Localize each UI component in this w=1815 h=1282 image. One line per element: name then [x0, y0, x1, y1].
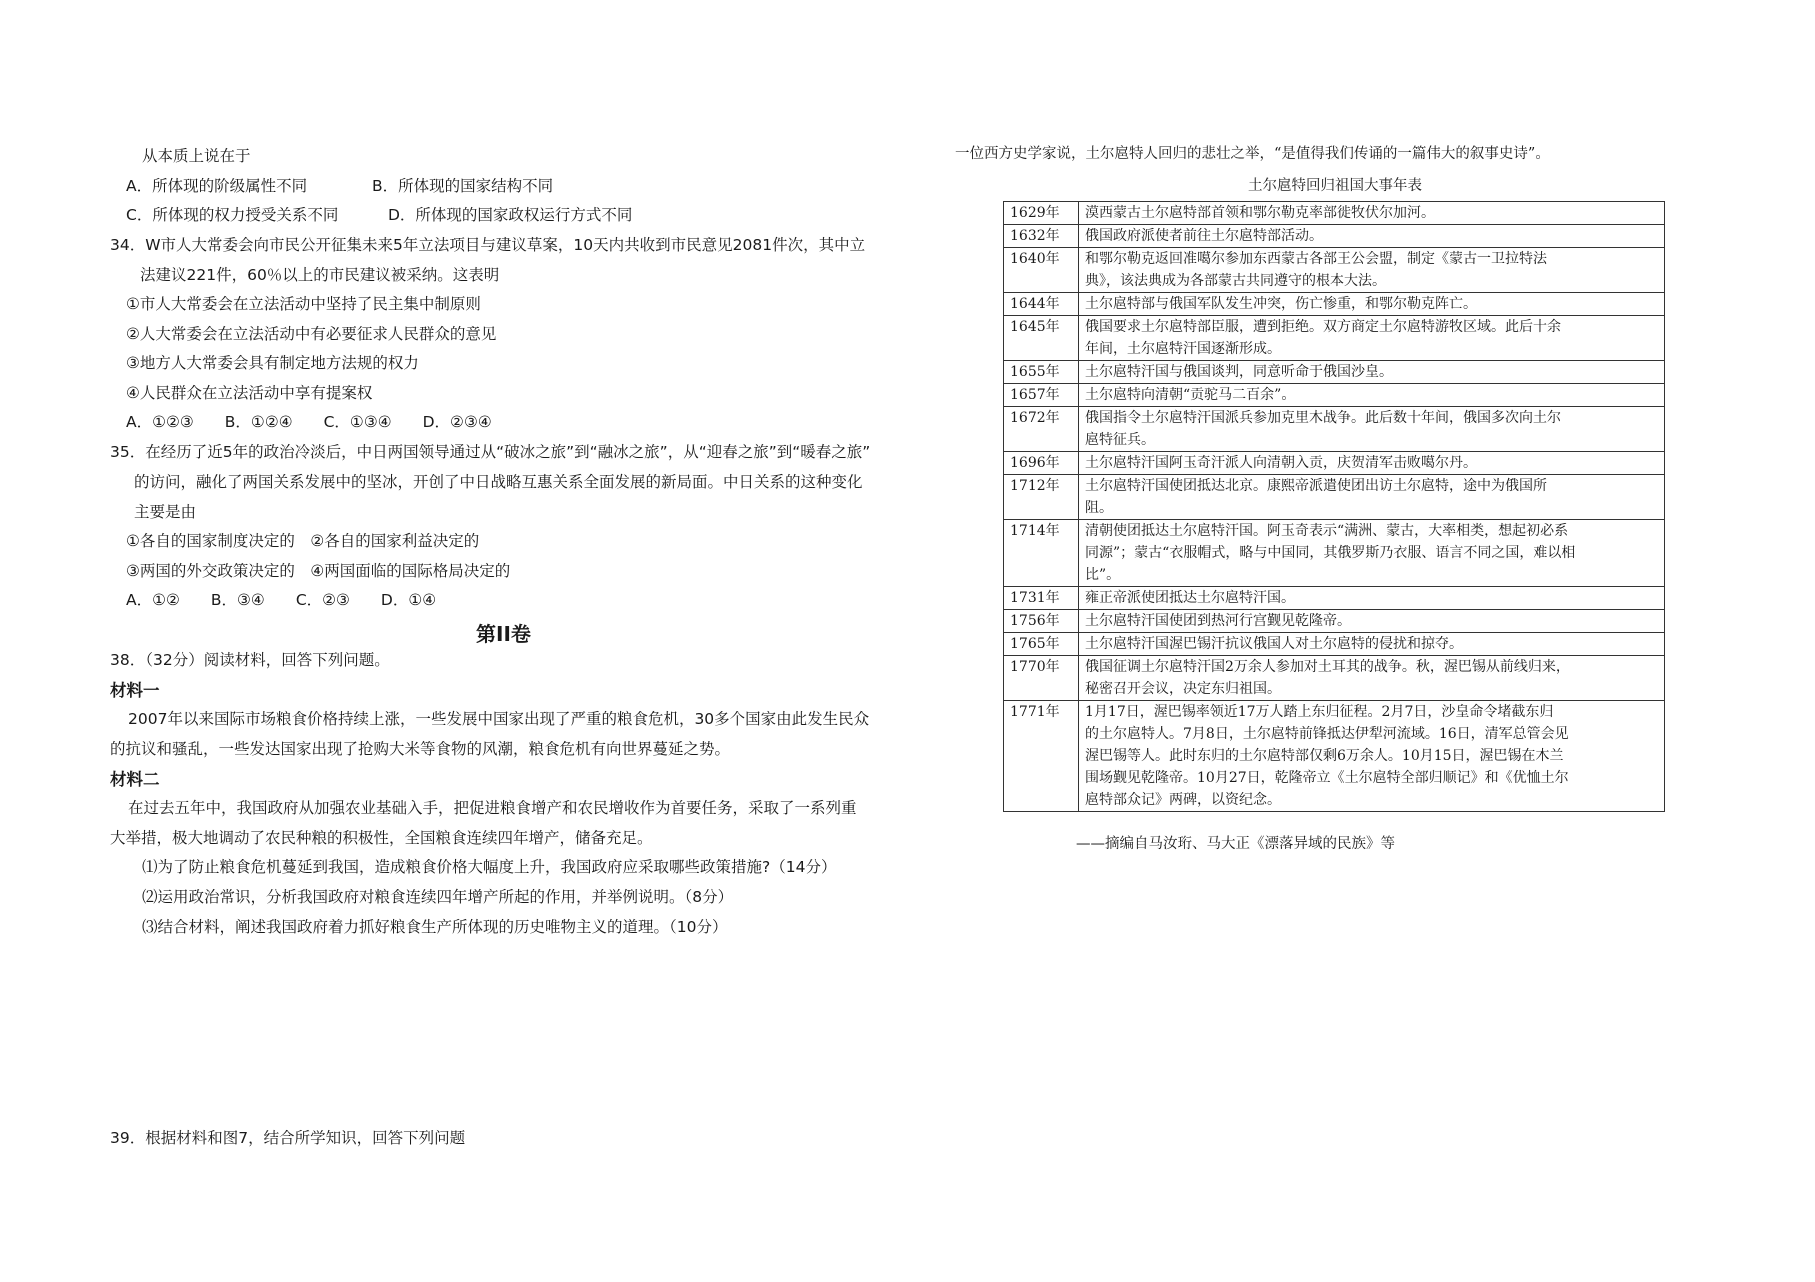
event-line: 漠西蒙古土尔扈特部首领和鄂尔勒克率部徙牧伏尔加河。	[1085, 205, 1435, 221]
event-description	[1079, 452, 1665, 475]
event-year: 1672年	[1004, 407, 1079, 452]
q34-item-4: ④人民群众在立法活动中享有提案权	[126, 384, 373, 402]
q39-stem: 39．根据材料和图7，结合所学知识，回答下列问题	[110, 1129, 466, 1147]
event-line: 同源”；蒙古“衣服帽式，略与中国同，其俄罗斯乃衣服、语言不同之国，难以相	[1085, 545, 1576, 561]
event-line: 阻。	[1085, 500, 1113, 516]
event-line: 秘密召开会议，决定东归祖国。	[1085, 681, 1281, 697]
event-description	[1079, 225, 1665, 248]
event-line: 的土尔扈特人。7月8日，土尔扈特前锋抵达伊犁河流域。16日，清军总管会见	[1085, 726, 1569, 742]
event-year: 1644年	[1004, 293, 1079, 316]
event-year: 1771年	[1004, 701, 1079, 812]
event-line: 土尔扈特汗国与俄国谈判，同意听命于俄国沙皇。	[1085, 364, 1393, 380]
event-line: 围场觐见乾隆帝。10月27日，乾隆帝立《土尔扈特全部归顺记》和《优恤土尔	[1085, 770, 1569, 786]
event-year: 1640年	[1004, 248, 1079, 293]
q33-option-d: D．所体现的国家政权运行方式不同	[388, 206, 633, 224]
table-row	[1004, 384, 1665, 407]
event-line: 和鄂尔勒克返回准噶尔参加东西蒙古各部王公会盟，制定《蒙古一卫拉特法	[1085, 251, 1547, 267]
event-line: 清朝使团抵达土尔扈特汗国。阿玉奇表示“满洲、蒙古，大率相类，想起初必系	[1085, 523, 1569, 539]
material-intro: 一位西方史学家说，土尔扈特人回归的悲壮之举，“是值得我们传诵的一篇伟大的叙事史诗”。	[955, 146, 1550, 162]
source-citation: ——摘编自马汝珩、马大正《漂落异域的民族》等	[1076, 836, 1395, 852]
event-description	[1079, 656, 1665, 701]
q33-option-c: C．所体现的权力授受关系不同	[126, 206, 339, 224]
event-line: 土尔扈特汗国阿玉奇汗派人向清朝入贡，庆贺清军击败噶尔丹。	[1085, 455, 1477, 471]
event-line: 土尔扈特向清朝“贡驼马二百余”。	[1085, 387, 1296, 403]
volume-title: 第II卷	[476, 622, 531, 646]
table-row	[1004, 293, 1665, 316]
event-line: 扈特部众记》两碑，以资纪念。	[1085, 792, 1281, 808]
q38-stem: 38．（32分）阅读材料，回答下列问题。	[110, 651, 390, 669]
material2-heading: 材料二	[110, 770, 160, 789]
q34-options: A．①②③ B．①②④ C．①③④ D．②③④	[126, 413, 492, 431]
event-year: 1770年	[1004, 656, 1079, 701]
event-year: 1629年	[1004, 202, 1079, 225]
event-year: 1756年	[1004, 610, 1079, 633]
material1-heading: 材料一	[110, 681, 160, 700]
q35-stem-line3: 主要是由	[134, 503, 197, 521]
event-description	[1079, 701, 1665, 812]
event-line: 俄国政府派使者前往土尔扈特部活动。	[1085, 228, 1323, 244]
event-description	[1079, 248, 1665, 293]
q34-stem-line2: 法建议221件，60％以上的市民建议被采纳。这表明	[140, 266, 500, 284]
event-description	[1079, 361, 1665, 384]
q35-stem-line2: 的访问，融化了两国关系发展中的坚冰，开创了中日战略互惠关系全面发展的新局面。中日关系的这种变化	[134, 473, 863, 491]
event-line: 俄国要求土尔扈特部臣服，遭到拒绝。双方商定土尔扈特游牧区域。此后十余	[1085, 319, 1561, 335]
table-row	[1004, 407, 1665, 452]
chronology-table	[1003, 201, 1665, 812]
table-row	[1004, 701, 1665, 812]
event-year: 1714年	[1004, 520, 1079, 587]
table-row	[1004, 520, 1665, 587]
event-year: 1632年	[1004, 225, 1079, 248]
table-row	[1004, 202, 1665, 225]
event-line: 土尔扈特部与俄国军队发生冲突，伤亡惨重，和鄂尔勒克阵亡。	[1085, 296, 1477, 312]
event-description	[1079, 587, 1665, 610]
event-year: 1712年	[1004, 475, 1079, 520]
q35-items-line1: ①各自的国家制度决定的 ②各自的国家利益决定的	[126, 532, 480, 550]
q38-sub-question-1: ⑴为了防止粮食危机蔓延到我国，造成粮食价格大幅度上升，我国政府应采取哪些政策措施?（14分）	[142, 858, 837, 876]
q33-option-b: B．所体现的国家结构不同	[372, 177, 554, 195]
q38-sub-question-2: ⑵运用政治常识，分析我国政府对粮食连续四年增产所起的作用，并举例说明。（8分）	[142, 888, 734, 906]
event-line: 土尔扈特汗国使团抵达北京。康熙帝派遣使团出访土尔扈特，途中为俄国所	[1085, 478, 1547, 494]
q35-stem-line1: 35．在经历了近5年的政治冷淡后，中日两国领导通过从“破冰之旅”到“融冰之旅”，从“迎春之旅”到“暖春之旅”	[110, 443, 871, 461]
table-row	[1004, 475, 1665, 520]
q34-stem-line1: 34．W市人大常委会向市民公开征集未来5年立法项目与建议草案，10天内共收到市民意见2081件次，其中立	[110, 236, 866, 254]
table-row	[1004, 610, 1665, 633]
event-line: 土尔扈特汗国使团到热河行宫觐见乾隆帝。	[1085, 613, 1351, 629]
material1-line1: 2007年以来国际市场粮食价格持续上涨，一些发展中国家出现了严重的粮食危机，30多个国家由此发生民众	[128, 710, 870, 728]
event-line: 比”。	[1085, 567, 1121, 583]
event-line: 典》，该法典成为各部蒙古共同遵守的根本大法。	[1085, 273, 1386, 289]
material2-line1: 在过去五年中，我国政府从加强农业基础入手，把促进粮食增产和农民增收作为首要任务，采取了一系列重	[128, 799, 857, 817]
event-description	[1079, 293, 1665, 316]
q33-stem-tail: 从本质上说在于	[142, 147, 251, 165]
event-year: 1696年	[1004, 452, 1079, 475]
q34-item-3: ③地方人大常委会具有制定地方法规的权力	[126, 354, 419, 372]
event-description	[1079, 407, 1665, 452]
material1-line2: 的抗议和骚乱，一些发达国家出现了抢购大米等食物的风潮，粮食危机有向世界蔓延之势。	[110, 740, 731, 758]
material2-line2: 大举措，极大地调动了农民种粮的积极性，全国粮食连续四年增产，储备充足。	[110, 829, 653, 847]
table-row	[1004, 225, 1665, 248]
q33-option-a: A．所体现的阶级属性不同	[126, 177, 308, 195]
table-row	[1004, 361, 1665, 384]
event-line: 雍正帝派使团抵达土尔扈特汗国。	[1085, 590, 1295, 606]
event-line: 俄国征调土尔扈特汗国2万余人参加对土耳其的战争。秋，渥巴锡从前线归来，	[1085, 659, 1570, 675]
event-description	[1079, 520, 1665, 587]
event-description	[1079, 316, 1665, 361]
event-line: 1月17日，渥巴锡率领近17万人踏上东归征程。2月7日，沙皇命令堵截东归	[1085, 704, 1554, 720]
q35-items-line2: ③两国的外交政策决定的 ④两国面临的国际格局决定的	[126, 562, 511, 580]
table-row	[1004, 248, 1665, 293]
q35-options: A．①② B．③④ C．②③ D．①④	[126, 591, 437, 609]
event-year: 1655年	[1004, 361, 1079, 384]
table-row	[1004, 633, 1665, 656]
event-description	[1079, 633, 1665, 656]
event-description	[1079, 384, 1665, 407]
event-line: 土尔扈特汗国渥巴锡汗抗议俄国人对土尔扈特的侵扰和掠夺。	[1085, 636, 1463, 652]
event-line: 渥巴锡等人。此时东归的土尔扈特部仅剩6万余人。10月15日，渥巴锡在木兰	[1085, 748, 1564, 764]
q34-item-1: ①市人大常委会在立法活动中坚持了民主集中制原则	[126, 295, 481, 313]
event-year: 1765年	[1004, 633, 1079, 656]
event-line: 扈特征兵。	[1085, 432, 1155, 448]
q38-sub-question-3: ⑶结合材料，阐述我国政府着力抓好粮食生产所体现的历史唯物主义的道理。（10分）	[142, 918, 728, 936]
table-row	[1004, 452, 1665, 475]
event-description	[1079, 202, 1665, 225]
table-row	[1004, 656, 1665, 701]
event-year: 1645年	[1004, 316, 1079, 361]
table-caption: 土尔扈特回归祖国大事年表	[1248, 178, 1422, 194]
q34-item-2: ②人大常委会在立法活动中有必要征求人民群众的意见	[126, 325, 497, 343]
table-row	[1004, 587, 1665, 610]
event-description	[1079, 475, 1665, 520]
event-line: 俄国指令土尔扈特汗国派兵参加克里木战争。此后数十年间，俄国多次向土尔	[1085, 410, 1561, 426]
event-description	[1079, 610, 1665, 633]
event-line: 年间，土尔扈特汗国逐渐形成。	[1085, 341, 1281, 357]
event-year: 1657年	[1004, 384, 1079, 407]
table-row	[1004, 316, 1665, 361]
event-year: 1731年	[1004, 587, 1079, 610]
